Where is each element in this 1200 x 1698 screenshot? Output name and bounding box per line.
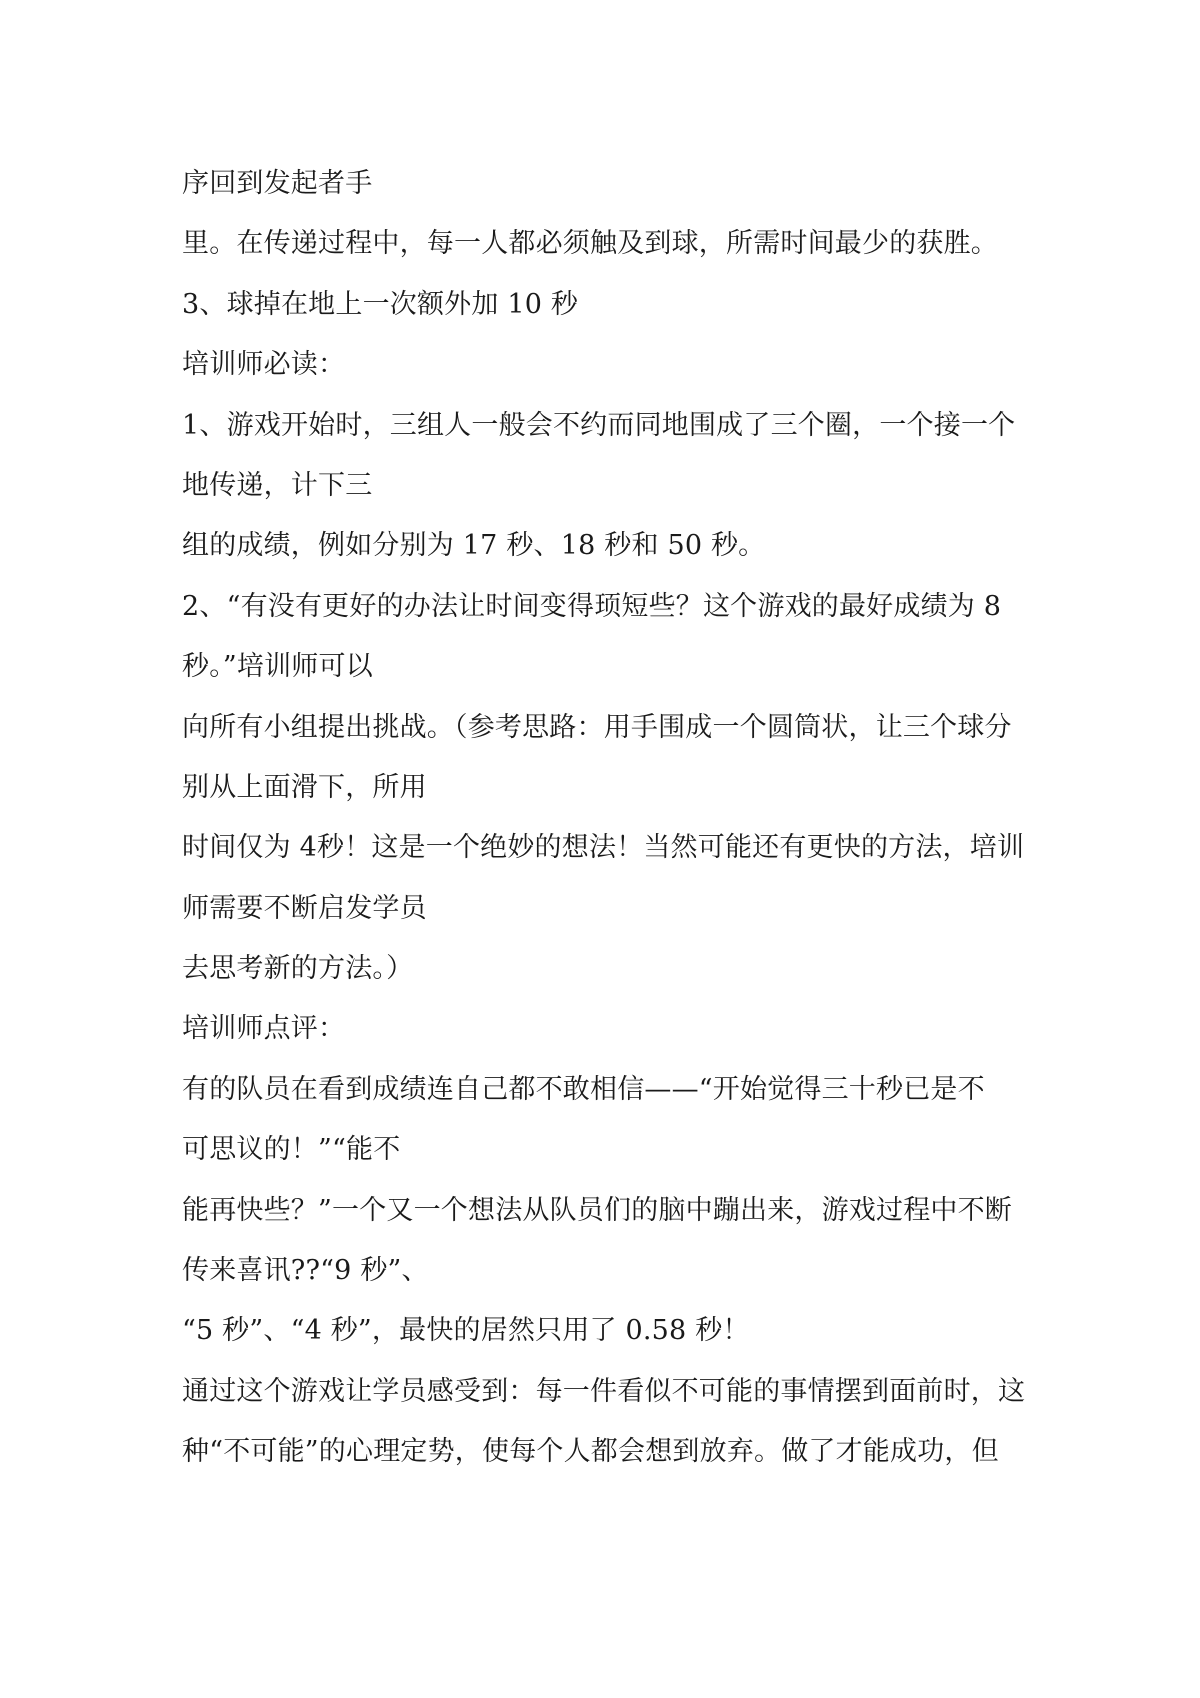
text-line: 传来喜讯??“9 秒”、 (182, 1255, 429, 1287)
text-line: 时间仅为 4秒！这是一个绝妙的想法！当然可能还有更快的方法，培训 (182, 832, 1025, 864)
text-line: 有的队员在看到成绩连自己都不敢相信——“开始觉得三十秒已是不 (182, 1073, 985, 1105)
text-line: 组的成绩，例如分别为 17 秒、18 秒和 50 秒。 (182, 530, 766, 562)
text-line: 通过这个游戏让学员感受到：每一件看似不可能的事情摆到面前时，这 (182, 1375, 1026, 1407)
text-line: 别从上面滑下，所用 (182, 771, 427, 803)
text-line: 可思议的！”“能不 (182, 1134, 401, 1166)
text-line: 序回到发起者手 (182, 168, 373, 199)
text-line: “5 秒”、“4 秒”，最快的居然只用了 0.58 秒！ (182, 1315, 750, 1347)
document-body (182, 154, 1042, 1483)
text-line: 种“不可能”的心理定势，使每个人都会想到放弃。做了才能成功，但 (182, 1436, 999, 1468)
section-heading: 培训师点评： (182, 1013, 346, 1045)
text-line: 2、“有没有更好的办法让时间变得顼短些？这个游戏的最好成绩为 8 (182, 590, 1002, 622)
text-line: 地传递，计下三 (182, 469, 373, 501)
section-heading: 培训师必读： (182, 349, 346, 381)
text-line: 能再快些？”一个又一个想法从队员们的脑中蹦出来，游戏过程中不断 (182, 1194, 1013, 1226)
text-line: 去思考新的方法。） (182, 953, 414, 985)
text-line: 师需要不断启发学员 (182, 892, 427, 924)
text-line: 秒。”培训师可以 (182, 651, 373, 683)
text-line: 里。在传递过程中，每一人都必须触及到球，所需时间最少的获胜。 (182, 228, 998, 260)
text-line: 1、游戏开始时，三组人一般会不约而同地围成了三个圈，一个接一个 (182, 409, 1016, 441)
text-line: 3、球掉在地上一次额外加 10 秒 (182, 288, 579, 320)
text-line: 向所有小组提出挑战。（参考思路：用手围成一个圆筒状，让三个球分 (182, 711, 1012, 743)
